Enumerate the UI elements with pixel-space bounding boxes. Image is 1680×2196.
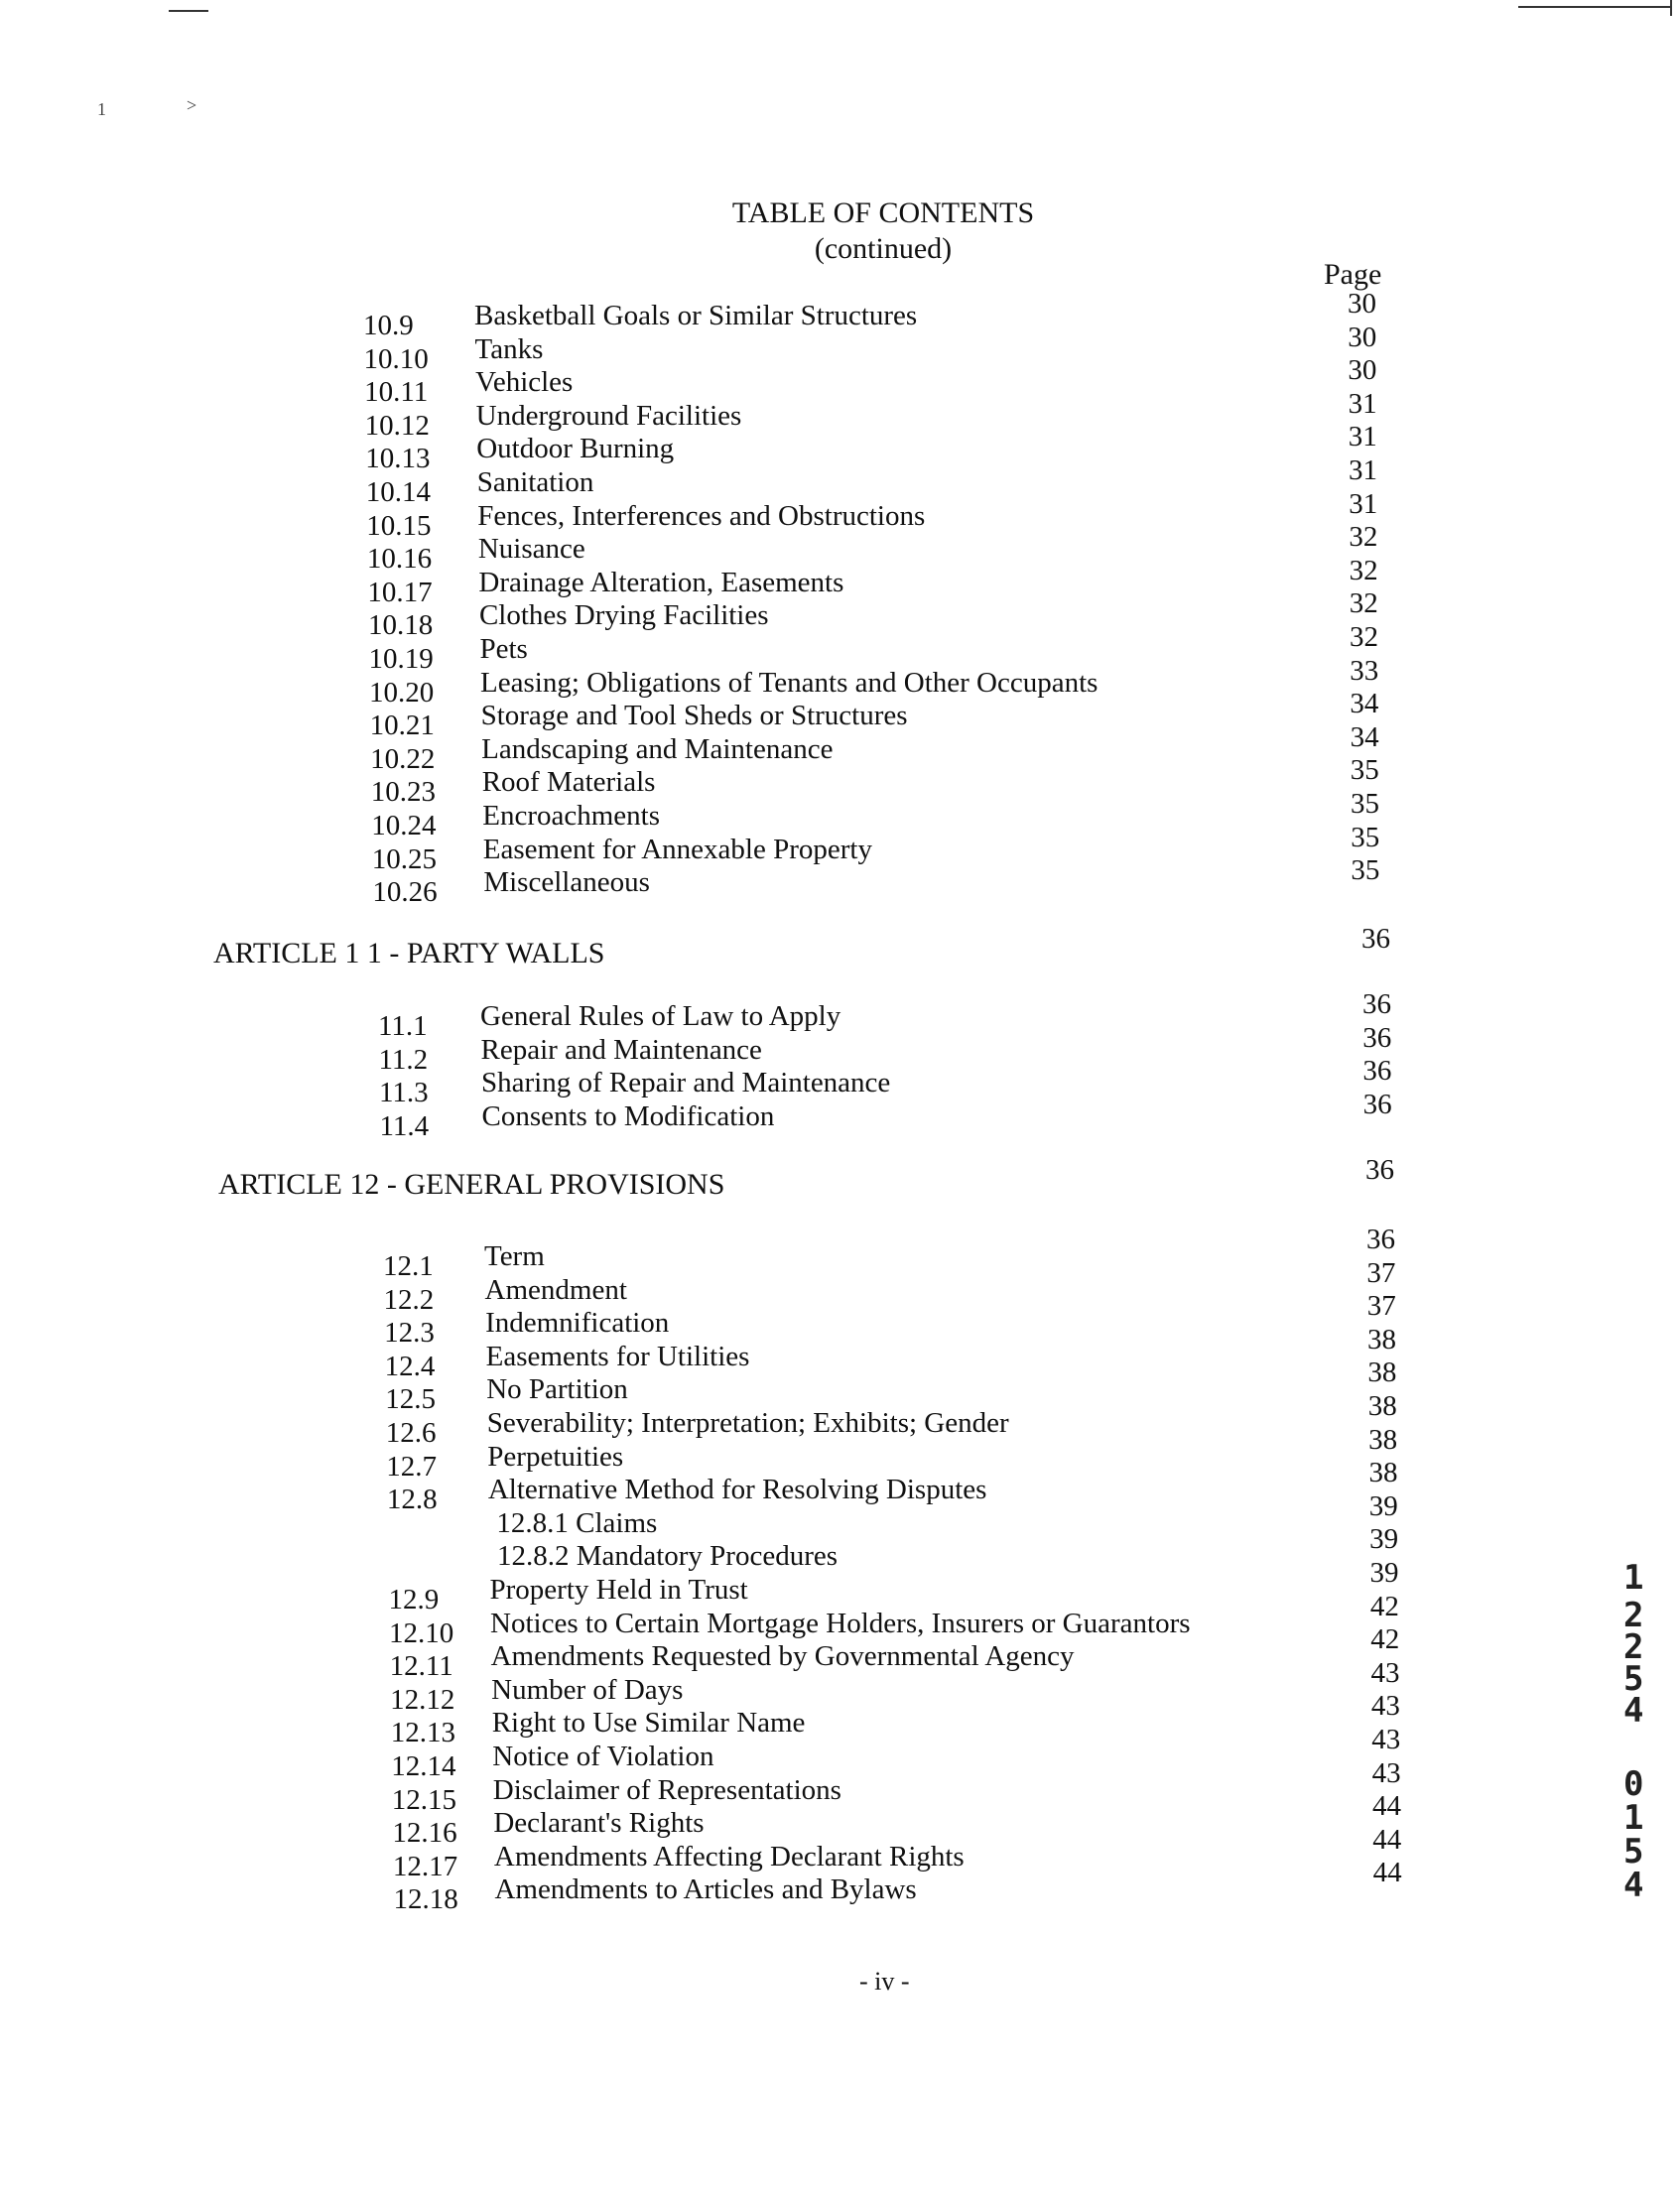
toc-entry-number: 10.22: [370, 742, 436, 775]
toc-entry-page: 43: [1371, 1724, 1401, 1755]
toc-entry-page: 35: [1351, 854, 1380, 887]
toc-entry-title: Easement for Annexable Property: [482, 833, 872, 865]
toc-entry-page: 44: [1372, 1857, 1402, 1889]
toc-entry-title: Consents to Modification: [481, 1099, 775, 1132]
page-subtitle: (continued): [814, 232, 953, 265]
stamp-digit: 1: [1623, 1558, 1644, 1598]
toc-entry-page: 33: [1350, 654, 1379, 687]
article-12-page: 36: [1365, 1154, 1394, 1186]
toc-entry-page: 35: [1351, 821, 1380, 853]
toc-entry-number: 10.21: [369, 710, 435, 742]
toc-entry-page: 44: [1371, 1790, 1401, 1823]
toc-entry-number: 12.1: [383, 1250, 434, 1282]
toc-entry-number: 12.6: [385, 1417, 437, 1449]
toc-entry-page: 35: [1351, 788, 1379, 820]
scan-edge-tick-right: [1670, 0, 1672, 16]
toc-entry-number: 10.15: [366, 509, 432, 542]
stamp-digit: 2: [1623, 1627, 1644, 1667]
toc-entry-number: 10.17: [367, 576, 433, 608]
toc-entry-page: 38: [1367, 1356, 1397, 1389]
toc-entry-title: Clothes Drying Facilities: [478, 599, 769, 632]
toc-entry-title: Disclaimer of Representations: [492, 1773, 841, 1806]
article-12-heading: ARTICLE 12 - GENERAL PROVISIONS: [218, 1168, 725, 1201]
toc-entry-page: 39: [1368, 1489, 1398, 1522]
toc-entry-number: 12.12: [390, 1683, 455, 1716]
toc-entry-number: 12.15: [391, 1783, 457, 1816]
toc-entry-number: 12.18: [393, 1883, 458, 1916]
toc-entry-page: 34: [1350, 720, 1379, 753]
toc-entry-number: 12.16: [392, 1817, 457, 1850]
toc-entry-title: Severability; Interpretation; Exhibits; Gender: [486, 1407, 1009, 1439]
toc-entry-title: Vehicles: [475, 366, 574, 399]
toc-entry-number: 12.13: [390, 1717, 455, 1749]
toc-entry-title: Tanks: [474, 332, 544, 365]
toc-entry-title: Drainage Alteration, Easements: [478, 566, 844, 598]
scan-edge-line-right: [1518, 6, 1672, 8]
toc-entry-title: Sharing of Repair and Maintenance: [481, 1067, 891, 1099]
toc-entry-page: 37: [1366, 1290, 1396, 1323]
toc-entry-number: 10.9: [363, 310, 414, 341]
toc-entry-page: 32: [1349, 587, 1378, 620]
stamp-digit: 5: [1623, 1659, 1644, 1699]
corner-mark-1: 1: [97, 99, 106, 119]
page-column-label: Page: [1324, 258, 1382, 291]
scan-edge-line-left: [169, 10, 208, 12]
toc-entry-title: Nuisance: [477, 533, 585, 566]
toc-entry-title: Sanitation: [476, 466, 594, 498]
toc-entry-number: 10.20: [369, 676, 435, 709]
toc-entry-title: Storage and Tool Sheds or Structures: [480, 700, 908, 732]
toc-entry-title: Declarant's Rights: [493, 1807, 705, 1840]
toc-entry-number: 10.19: [368, 643, 434, 675]
toc-entry-page: 43: [1370, 1690, 1400, 1723]
toc-entry-number: 12.14: [391, 1750, 456, 1782]
article-11-page: 36: [1361, 923, 1390, 955]
stamp-digit: 2: [1623, 1596, 1644, 1635]
toc-entry-number: 12.3: [384, 1317, 435, 1350]
toc-entry-page: 35: [1350, 754, 1379, 787]
toc-entry-page: 36: [1362, 1055, 1392, 1088]
toc-entry-title: Fences, Interferences and Obstructions: [477, 499, 926, 532]
toc-entry-number: 11.3: [379, 1077, 429, 1109]
toc-entry-title: Amendments Requested by Governmental Agency: [490, 1640, 1075, 1673]
toc-entry-number: 11.4: [379, 1109, 430, 1142]
toc-entry-page: 30: [1348, 321, 1377, 353]
toc-entry-page: 31: [1348, 421, 1377, 453]
toc-entry-page: 44: [1372, 1823, 1402, 1856]
toc-entry-title: Notices to Certain Mortgage Holders, Insurers or Guarantors: [490, 1607, 1191, 1639]
toc-entry-page: 42: [1370, 1623, 1400, 1656]
toc-entry-page: 31: [1348, 387, 1377, 420]
toc-entry-number: 12.11: [389, 1650, 453, 1683]
toc-entry-title: Amendment: [484, 1273, 627, 1306]
toc-entry-page: 31: [1349, 487, 1378, 520]
toc-entry-page: 38: [1368, 1457, 1398, 1489]
toc-entry-number: 10.14: [365, 476, 431, 508]
page-title: TABLE OF CONTENTS: [731, 196, 1035, 229]
toc-entry-page: 39: [1369, 1523, 1399, 1556]
toc-entry-page: 36: [1362, 1021, 1392, 1054]
toc-entry-number: 10.23: [370, 776, 436, 809]
toc-entry-title: Roof Materials: [481, 766, 656, 799]
toc-entry-page: 31: [1349, 454, 1377, 486]
toc-entry-title: Number of Days: [491, 1673, 684, 1706]
toc-entry-title: 12.8.2 Mandatory Procedures: [496, 1540, 839, 1573]
toc-entry-page: 37: [1366, 1256, 1396, 1289]
toc-entry-number: 12.5: [385, 1383, 436, 1416]
toc-entry-page: 38: [1368, 1423, 1398, 1456]
stamp-digit: 4: [1623, 1691, 1644, 1731]
stamp-digit: 0: [1623, 1764, 1644, 1804]
toc-entry-page: 43: [1371, 1756, 1401, 1789]
toc-entry-title: Notice of Violation: [492, 1741, 714, 1772]
toc-entry-page: 32: [1349, 521, 1378, 554]
toc-entry-number: 10.26: [372, 876, 438, 909]
toc-entry-number: 10.16: [366, 543, 433, 576]
toc-entry-page: 38: [1367, 1323, 1397, 1356]
toc-entry-page: 36: [1362, 1088, 1392, 1120]
page-number-footer: - iv -: [859, 1967, 910, 1996]
toc-entry-page: 38: [1367, 1390, 1397, 1422]
toc-entry-number: 10.10: [363, 342, 429, 375]
stamp-digit: 5: [1623, 1832, 1644, 1872]
toc-entry-title: Amendments Affecting Declarant Rights: [493, 1840, 965, 1873]
toc-entry-title: Indemnification: [485, 1307, 670, 1340]
toc-entry-number: 10.18: [367, 609, 434, 642]
toc-entry-number: 10.13: [365, 443, 431, 475]
toc-entry-number: 12.8: [386, 1484, 438, 1516]
toc-entry-title: Leasing; Obligations of Tenants and Other Occupants: [480, 666, 1098, 699]
toc-entry-page: 43: [1370, 1656, 1400, 1689]
toc-entry-title: Repair and Maintenance: [480, 1033, 762, 1066]
toc-entry-number: 10.25: [371, 842, 438, 875]
toc-entry-title: No Partition: [486, 1373, 628, 1406]
article-11-heading: ARTICLE 1 1 - PARTY WALLS: [213, 937, 605, 969]
toc-entry-title: Amendments to Articles and Bylaws: [494, 1873, 917, 1906]
toc-entry-page: 36: [1366, 1224, 1395, 1255]
toc-entry-title: Perpetuities: [487, 1440, 624, 1473]
toc-entry-number: 11.1: [378, 1010, 428, 1042]
toc-entry-title: Alternative Method for Resolving Disputes: [487, 1474, 987, 1506]
toc-entry-page: 32: [1350, 621, 1378, 653]
toc-entry-title: Underground Facilities: [475, 399, 742, 432]
toc-entry-number: 12.17: [392, 1850, 458, 1882]
toc-entry-page: 34: [1350, 688, 1379, 720]
toc-entry-page: 30: [1348, 288, 1376, 320]
toc-entry-number: 12.2: [383, 1283, 435, 1316]
stamp-digit: 1: [1623, 1798, 1644, 1838]
toc-entry-number: 10.12: [364, 409, 430, 442]
toc-entry-page: 32: [1349, 554, 1378, 586]
toc-entry-title: Easements for Utilities: [485, 1340, 750, 1372]
toc-entry-page: 39: [1369, 1557, 1399, 1589]
toc-entry-page: 36: [1362, 988, 1391, 1020]
toc-entry-number: 12.4: [384, 1350, 436, 1382]
toc-entry-title: Outdoor Burning: [476, 433, 675, 465]
toc-entry-title: 12.8.1 Claims: [496, 1506, 658, 1539]
toc-entry-number: 11.2: [378, 1043, 429, 1076]
toc-entry-number: 12.10: [389, 1616, 454, 1649]
toc-entry-page: 30: [1348, 354, 1377, 387]
toc-entry-page: 42: [1369, 1590, 1399, 1622]
toc-entry-title: Pets: [479, 633, 528, 665]
toc-entry-title: Encroachments: [482, 800, 661, 832]
toc-entry-title: Right to Use Similar Name: [491, 1707, 806, 1740]
corner-mark-2: ˃: [187, 95, 197, 115]
toc-entry-number: 10.24: [371, 810, 437, 841]
toc-entry-title: Miscellaneous: [483, 866, 650, 899]
stamp-digit: 4: [1623, 1866, 1644, 1905]
toc-entry-number: 12.9: [388, 1584, 440, 1615]
toc-entry-number: 10.11: [364, 376, 429, 409]
toc-entry-title: General Rules of Law to Apply: [480, 1000, 841, 1032]
toc-entry-title: Basketball Goals or Similar Structures: [474, 300, 918, 331]
toc-entry-title: Property Held in Trust: [489, 1574, 748, 1606]
toc-entry-title: Landscaping and Maintenance: [481, 732, 834, 765]
toc-entry-title: Term: [484, 1240, 545, 1272]
toc-entry-number: 12.7: [386, 1450, 438, 1483]
